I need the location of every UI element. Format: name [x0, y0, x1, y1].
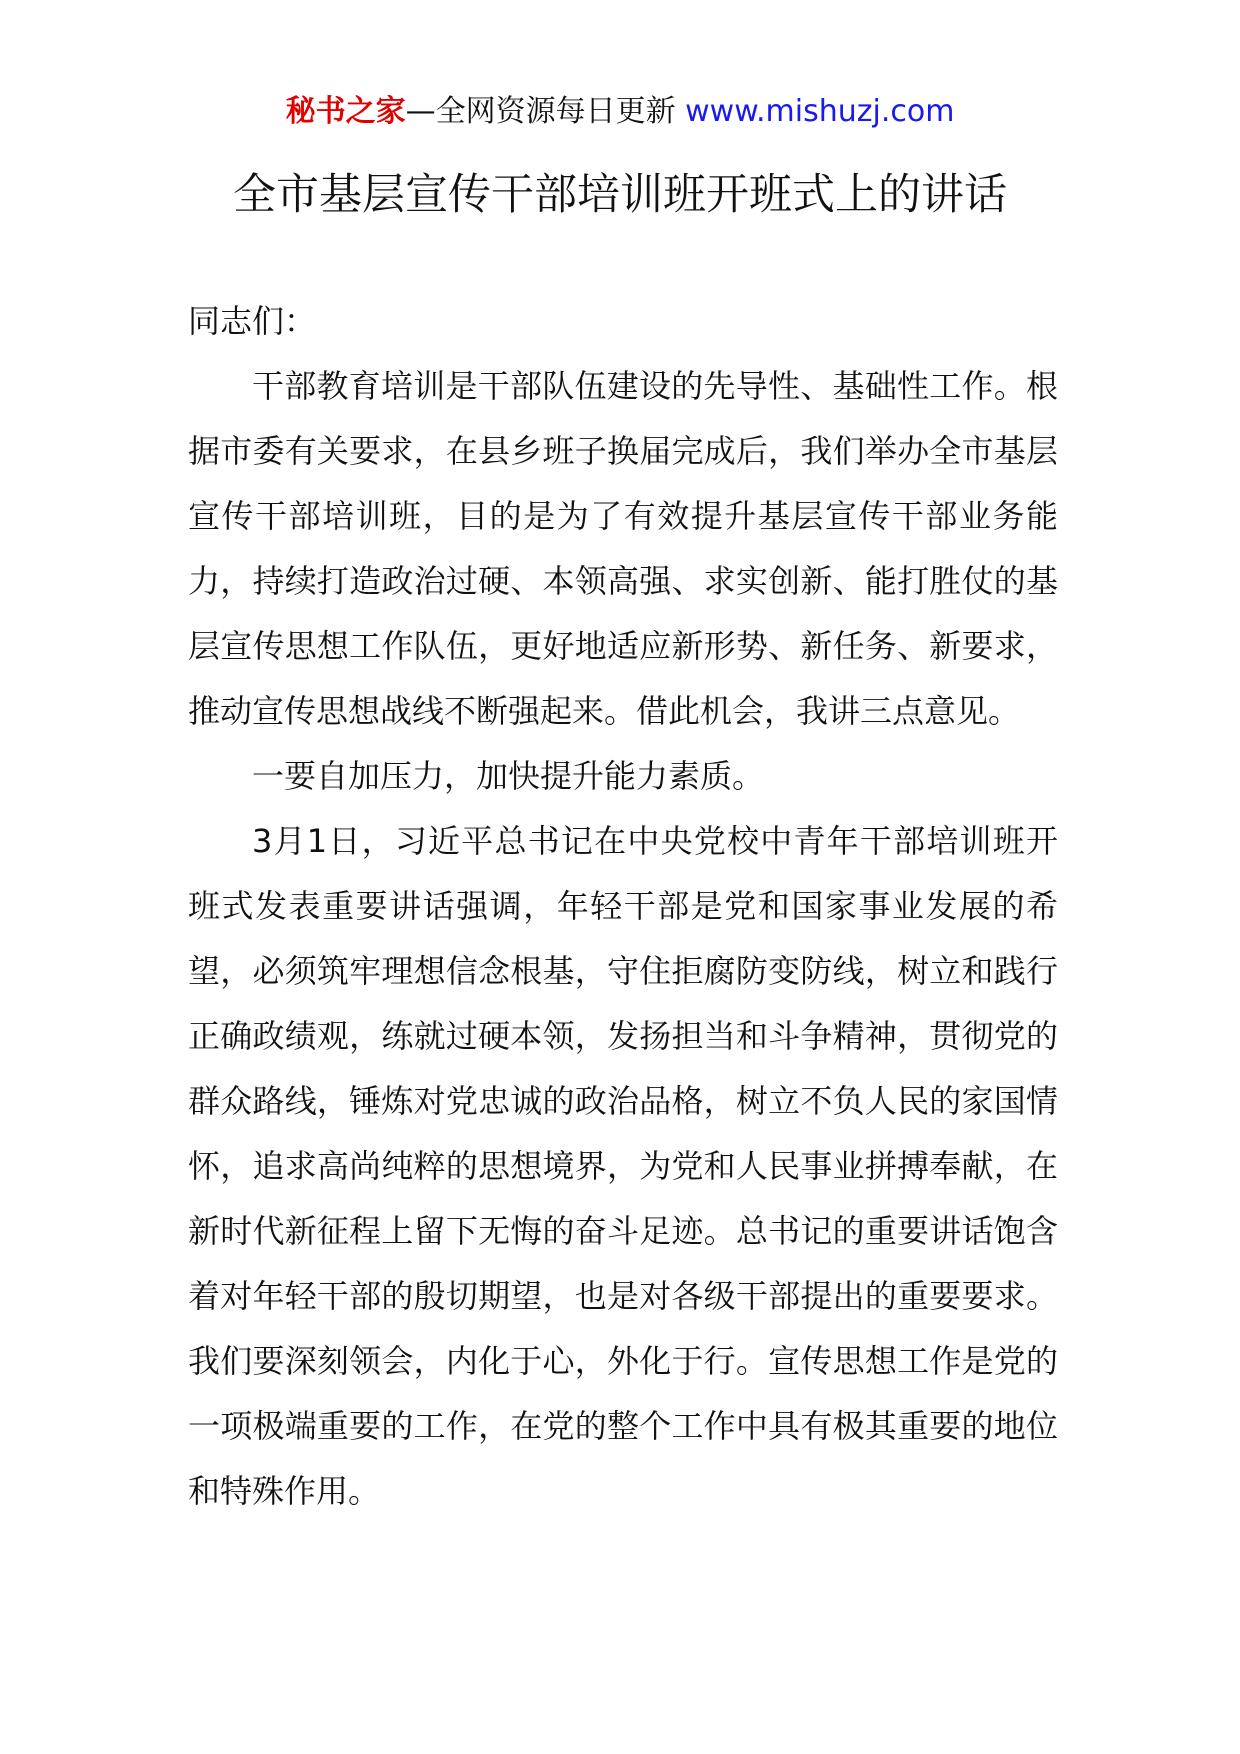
site-url-link[interactable]: www.mishuzj.com — [685, 94, 955, 129]
document-title: 全市基层宣传干部培训班开班式上的讲话 — [233, 170, 1007, 220]
site-slogan: —全网资源每日更新 — [405, 94, 686, 129]
salutation: 同志们： — [188, 302, 317, 340]
site-header — [0, 92, 1240, 132]
document-body — [188, 289, 1058, 1524]
paragraph-body: 3月1日，习近平总书记在中央党校中青年干部培训班开班式发表重要讲话强调，年轻干部是党和国家事业发展的希望，必须筑牢理想信念根基，守住拒腐防变防线，树立和践行正确政绩观，练就过硬本领，发扬担当和斗争精神，贯彻党的群众路线，锤炼对党忠诚的政治品格，树立不负人民的家国情怀，追求高尚纯粹的思想境界，为党和人民事业拼搏奉献，在新时代新征程上留下无悔的奋斗足迹。总书记的重要讲话饱含着对年轻干部的殷切期望，也是对各级干部提出的重要要求。我们要深刻领会，内化于心，外化于行。宣传思想工作是党的一项极端重要的工作，在党的整个工作中具有极其重要的地位和特殊作用。 — [188, 822, 1058, 1510]
paragraph-intro: 干部教育培训是干部队伍建设的先导性、基础性工作。根据市委有关要求，在县乡班子换届完成后，我们举办全市基层宣传干部培训班，目的是为了有效提升基层宣传干部业务能力，持续打造政治过硬、本领高强、求实创新、能打胜仗的基层宣传思想工作队伍，更好地适应新形势、新任务、新要求，推动宣传思想战线不断强起来。借此机会，我讲三点意见。 — [188, 367, 1058, 730]
section-heading-1: 一要自加压力，加快提升能力素质。 — [252, 757, 765, 795]
site-brand: 秘书之家 — [285, 94, 406, 129]
